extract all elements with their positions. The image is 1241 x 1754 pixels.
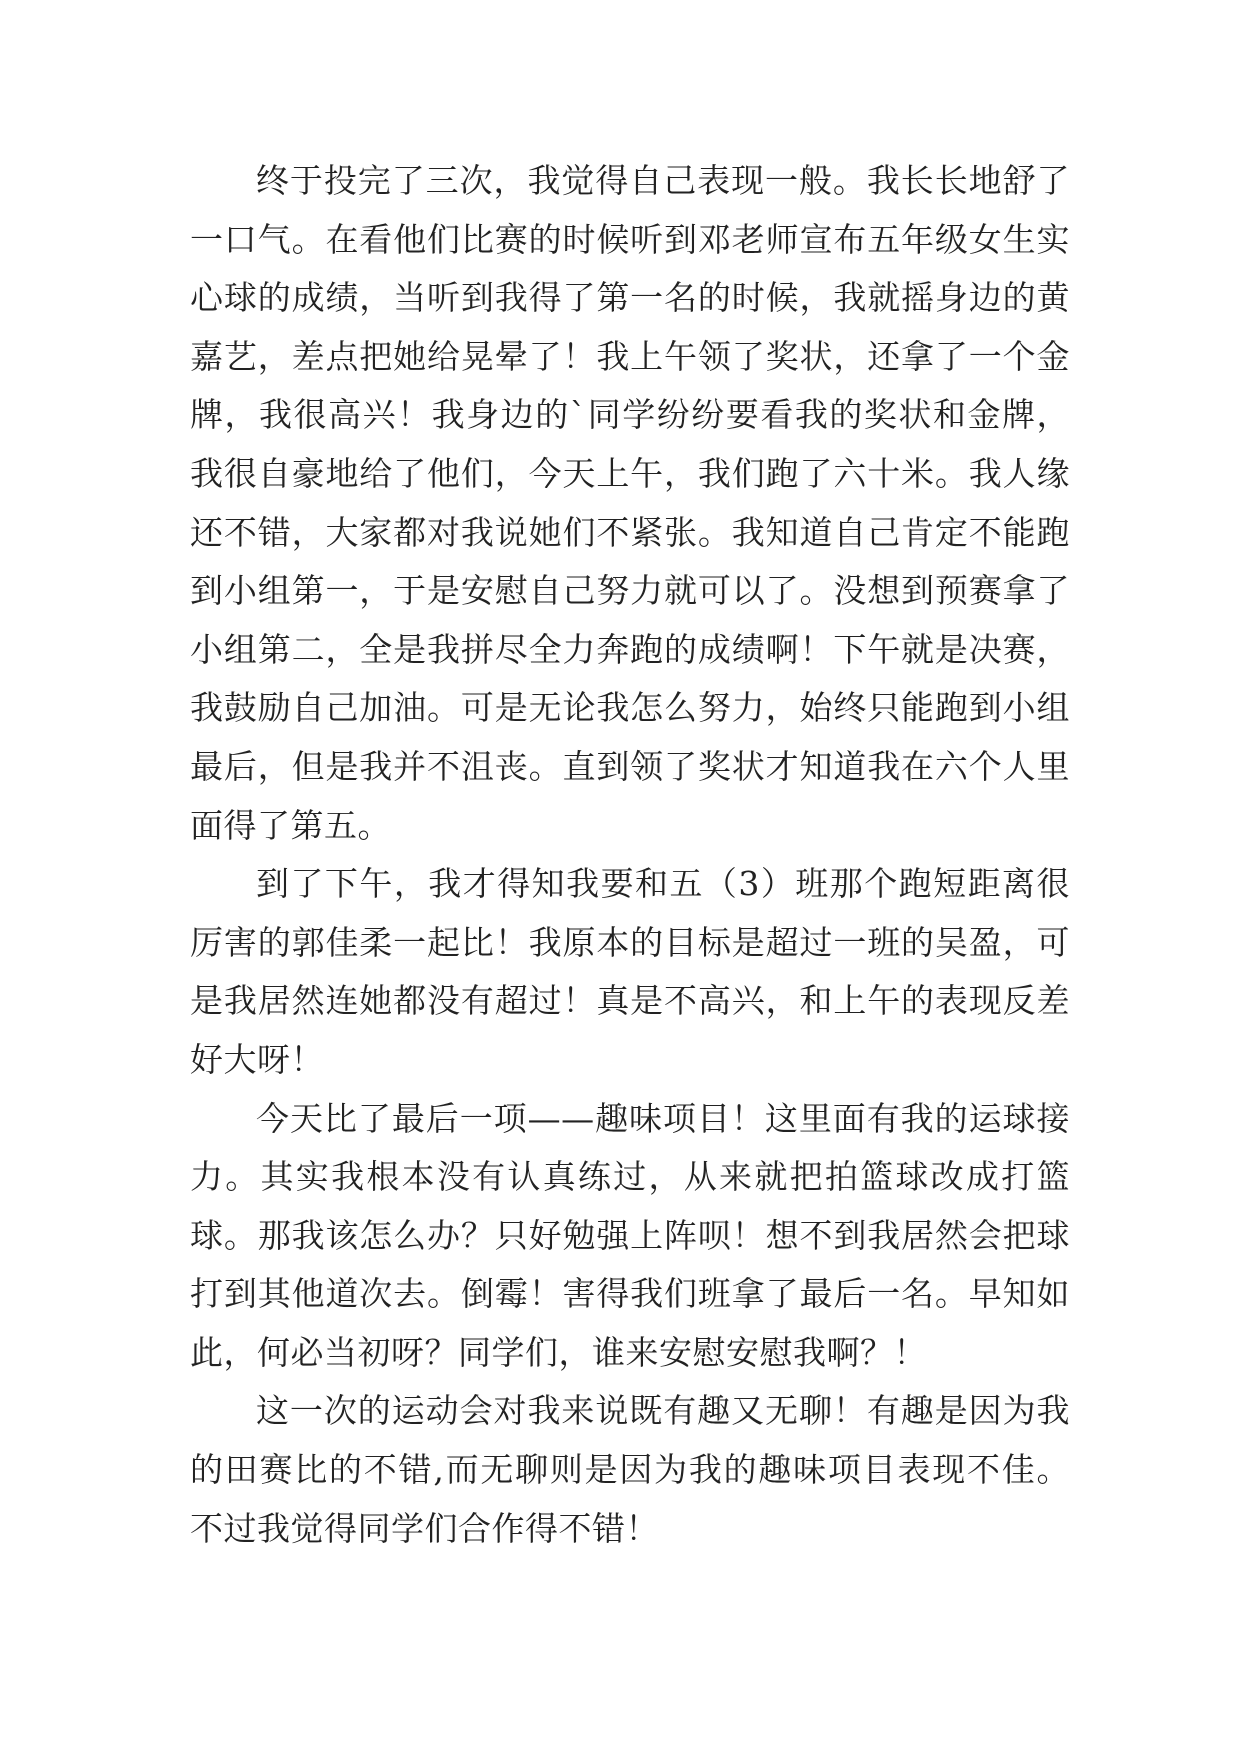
document-body [190, 152, 1070, 1558]
paragraph: 终于投完了三次，我觉得自己表现一般。我长长地舒了一口气。在看他们比赛的时候听到邓老师宣布五年级女生实心球的成绩，当听到我得了第一名的时候，我就摇身边的黄嘉艺，差点把她给晃晕了！我上午领了奖状，还拿了一个金牌，我很高兴！我身边的`同学纷纷要看我的奖状和金牌，我很自豪地给了他们，今天上午，我们跑了六十米。我人缘还不错，大家都对我说她们不紧张。我知道自己肯定不能跑到小组第一，于是安慰自己努力就可以了。没想到预赛拿了小组第二，全是我拼尽全力奔跑的成绩啊！下午就是决赛，我鼓励自己加油。可是无论我怎么努力，始终只能跑到小组最后，但是我并不沮丧。直到领了奖状才知道我在六个人里面得了第五。 [190, 161, 1070, 845]
paragraph: 今天比了最后一项——趣味项目！这里面有我的运球接力。其实我根本没有认真练过，从来就把拍篮球改成打篮球。那我该怎么办？只好勉强上阵呗！想不到我居然会把球打到其他道次去。倒霉！害得我们班拿了最后一名。早知如此，何必当初呀？同学们，谁来安慰安慰我啊？！ [190, 1098, 1070, 1372]
paragraph: 到了下午，我才得知我要和五（3）班那个跑短距离很厉害的郭佳柔一起比！我原本的目标是超过一班的吴盈，可是我居然连她都没有超过！真是不高兴，和上午的表现反差好大呀！ [190, 864, 1070, 1079]
paragraph: 这一次的运动会对我来说既有趣又无聊！有趣是因为我的田赛比的不错,而无聊则是因为我的趣味项目表现不佳。不过我觉得同学们合作得不错！ [190, 1391, 1070, 1548]
